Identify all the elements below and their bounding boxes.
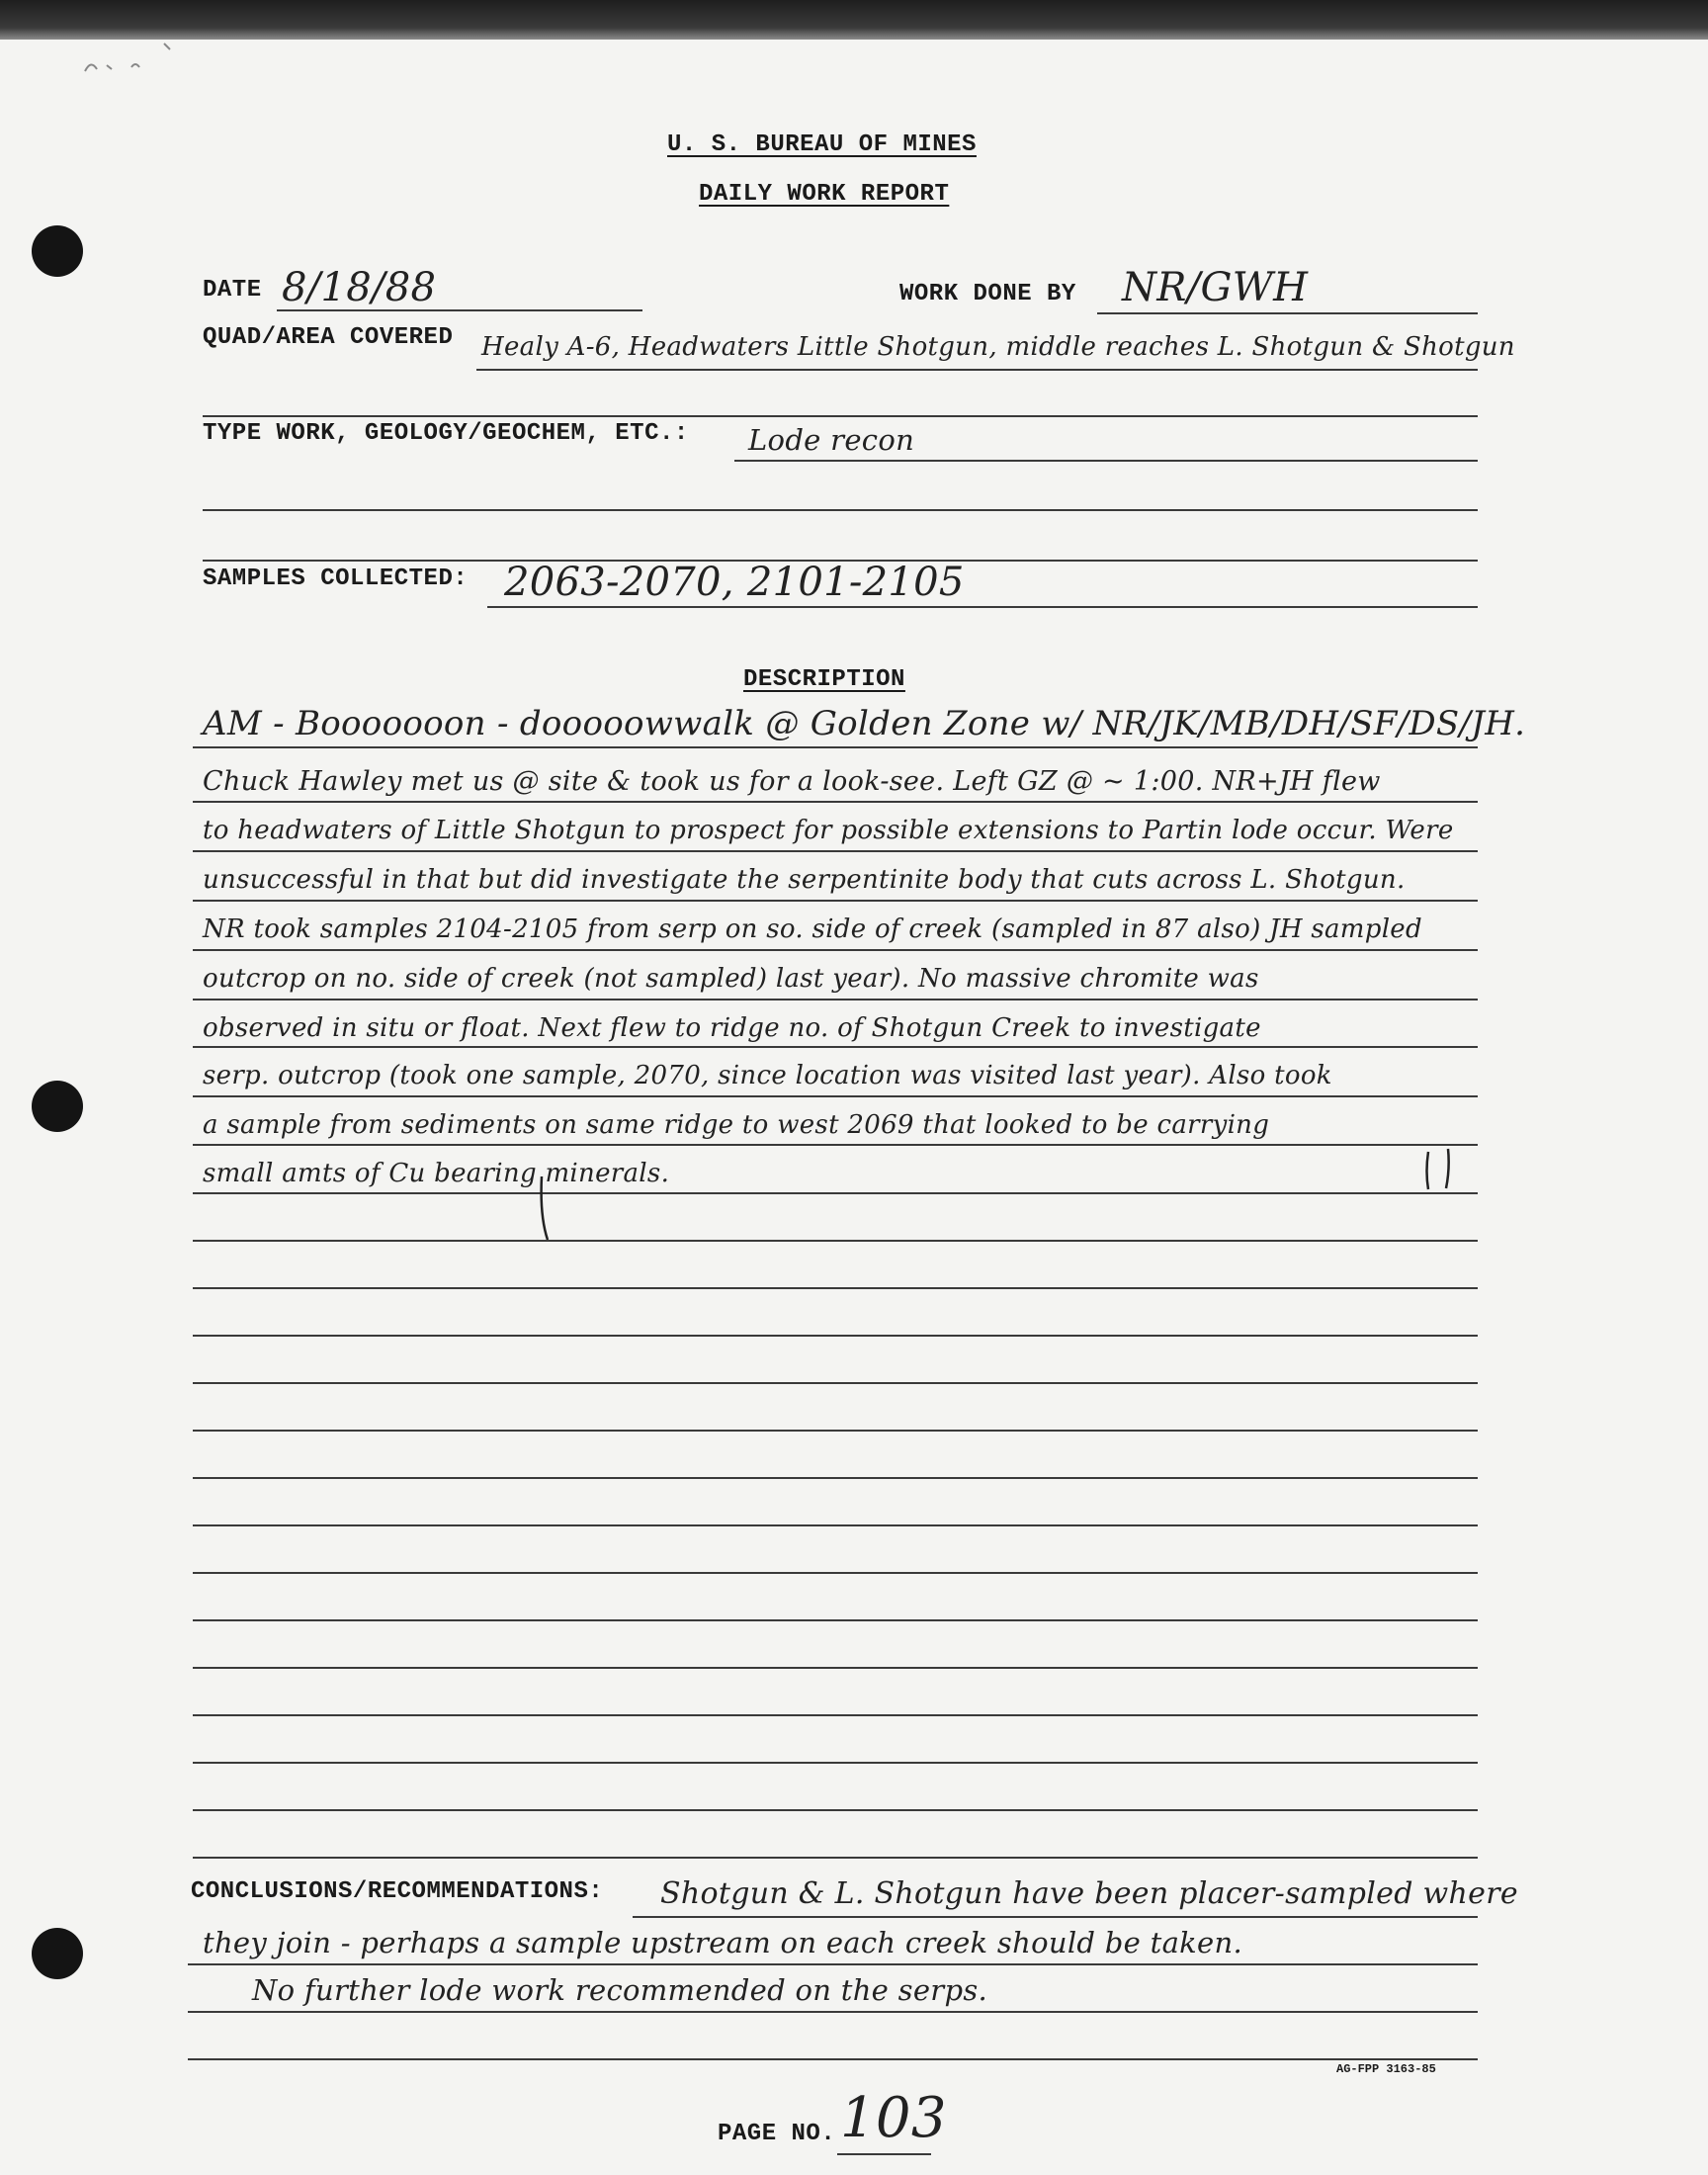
samples-label: SAMPLES COLLECTED: [203, 566, 469, 592]
conclusions-line-2 [188, 1963, 1478, 1965]
type-work-value: Lode recon [748, 423, 915, 457]
binder-hole-middle [32, 1081, 83, 1132]
work-done-by-line [1097, 312, 1478, 314]
ruled-line [193, 1667, 1478, 1669]
ruled-line [193, 850, 1478, 852]
ruled-line [193, 1857, 1478, 1859]
type-work-line-1 [734, 460, 1478, 462]
description-line: observed in situ or float. Next flew to ridge no. of Shotgun Creek to investigate [203, 1013, 1261, 1043]
ruled-line [193, 1095, 1478, 1097]
description-line: unsuccessful in that but did investigate the serpentinite body that cuts across L. Shotgun. [203, 865, 1406, 895]
conclusions-line-4 [188, 2058, 1478, 2060]
ruled-line [193, 1714, 1478, 1716]
date-label: DATE [203, 277, 262, 304]
ruled-line [193, 1572, 1478, 1574]
description-line: NR took samples 2104-2105 from serp on so. side of creek (sampled in 87 also) JH sampled [203, 914, 1422, 944]
page-number-value: 103 [840, 2086, 947, 2150]
corner-pencil-mark [77, 32, 186, 91]
conclusions-line-3 [188, 2011, 1478, 2013]
description-line: small amts of Cu bearing minerals. [203, 1159, 670, 1188]
ruled-line [193, 1382, 1478, 1384]
ruled-line [193, 1809, 1478, 1811]
ruled-line [193, 1762, 1478, 1764]
type-work-line-2 [203, 509, 1478, 511]
samples-line [487, 606, 1478, 608]
margin-bracket-marks [534, 1137, 1483, 1246]
ruled-line [193, 1430, 1478, 1432]
quad-line-2 [203, 415, 1478, 417]
quad-area-value: Healy A-6, Headwaters Little Shotgun, middle reaches L. Shotgun & Shotgun [481, 332, 1515, 362]
ruled-line [193, 999, 1478, 1000]
ruled-line [193, 1524, 1478, 1526]
ruled-line [193, 1046, 1478, 1048]
form-number: AG-FPP 3163-85 [1336, 2062, 1436, 2076]
conclusion-line: No further lode work recommended on the serps. [252, 1973, 988, 2007]
description-line: outcrop on no. side of creek (not sampled) last year). No massive chromite was [203, 964, 1259, 994]
binder-hole-bottom [32, 1928, 83, 1979]
description-line: AM - Booooooon - dooooowwalk @ Golden Zone w/ NR/JK/MB/DH/SF/DS/JH. [203, 704, 1526, 743]
description-line: a sample from sediments on same ridge to west 2069 that looked to be carrying [203, 1110, 1270, 1140]
ruled-line [193, 1287, 1478, 1289]
ruled-line [193, 949, 1478, 951]
work-done-by-value: NR/GWH [1122, 265, 1309, 310]
page-number-line [837, 2153, 931, 2155]
description-line: Chuck Hawley met us @ site & took us for a look-see. Left GZ @ ~ 1:00. NR+JH flew [203, 766, 1381, 797]
ruled-line [193, 1619, 1478, 1621]
type-work-label: TYPE WORK, GEOLOGY/GEOCHEM, ETC.: [203, 420, 689, 447]
samples-value: 2063-2070, 2101-2105 [504, 560, 965, 605]
ruled-line [193, 900, 1478, 902]
scan-top-edge [0, 0, 1708, 40]
agency-heading: U. S. BUREAU OF MINES [667, 131, 977, 158]
conclusion-line: Shotgun & L. Shotgun have been placer-sampled where [660, 1876, 1518, 1911]
ruled-line [193, 801, 1478, 803]
conclusion-line: they join - perhaps a sample upstream on each creek should be taken. [203, 1926, 1242, 1959]
ruled-line [193, 1335, 1478, 1337]
page-number-label: PAGE NO. [718, 2121, 836, 2147]
work-done-by-label: WORK DONE BY [899, 281, 1076, 307]
description-line: to headwaters of Little Shotgun to prospect for possible extensions to Partin lode occur. Were [203, 816, 1454, 845]
report-title: DAILY WORK REPORT [699, 181, 950, 208]
ruled-line [193, 746, 1478, 748]
quad-line-1 [476, 369, 1478, 371]
binder-hole-top [32, 225, 83, 277]
ruled-line [193, 1477, 1478, 1479]
quad-area-label: QUAD/AREA COVERED [203, 324, 454, 351]
description-line: serp. outcrop (took one sample, 2070, since location was visited last year). Also took [203, 1061, 1332, 1090]
date-value: 8/18/88 [282, 265, 437, 310]
conclusions-label: CONCLUSIONS/RECOMMENDATIONS: [191, 1878, 604, 1905]
conclusions-line-1 [633, 1916, 1478, 1918]
description-heading: DESCRIPTION [743, 666, 905, 693]
